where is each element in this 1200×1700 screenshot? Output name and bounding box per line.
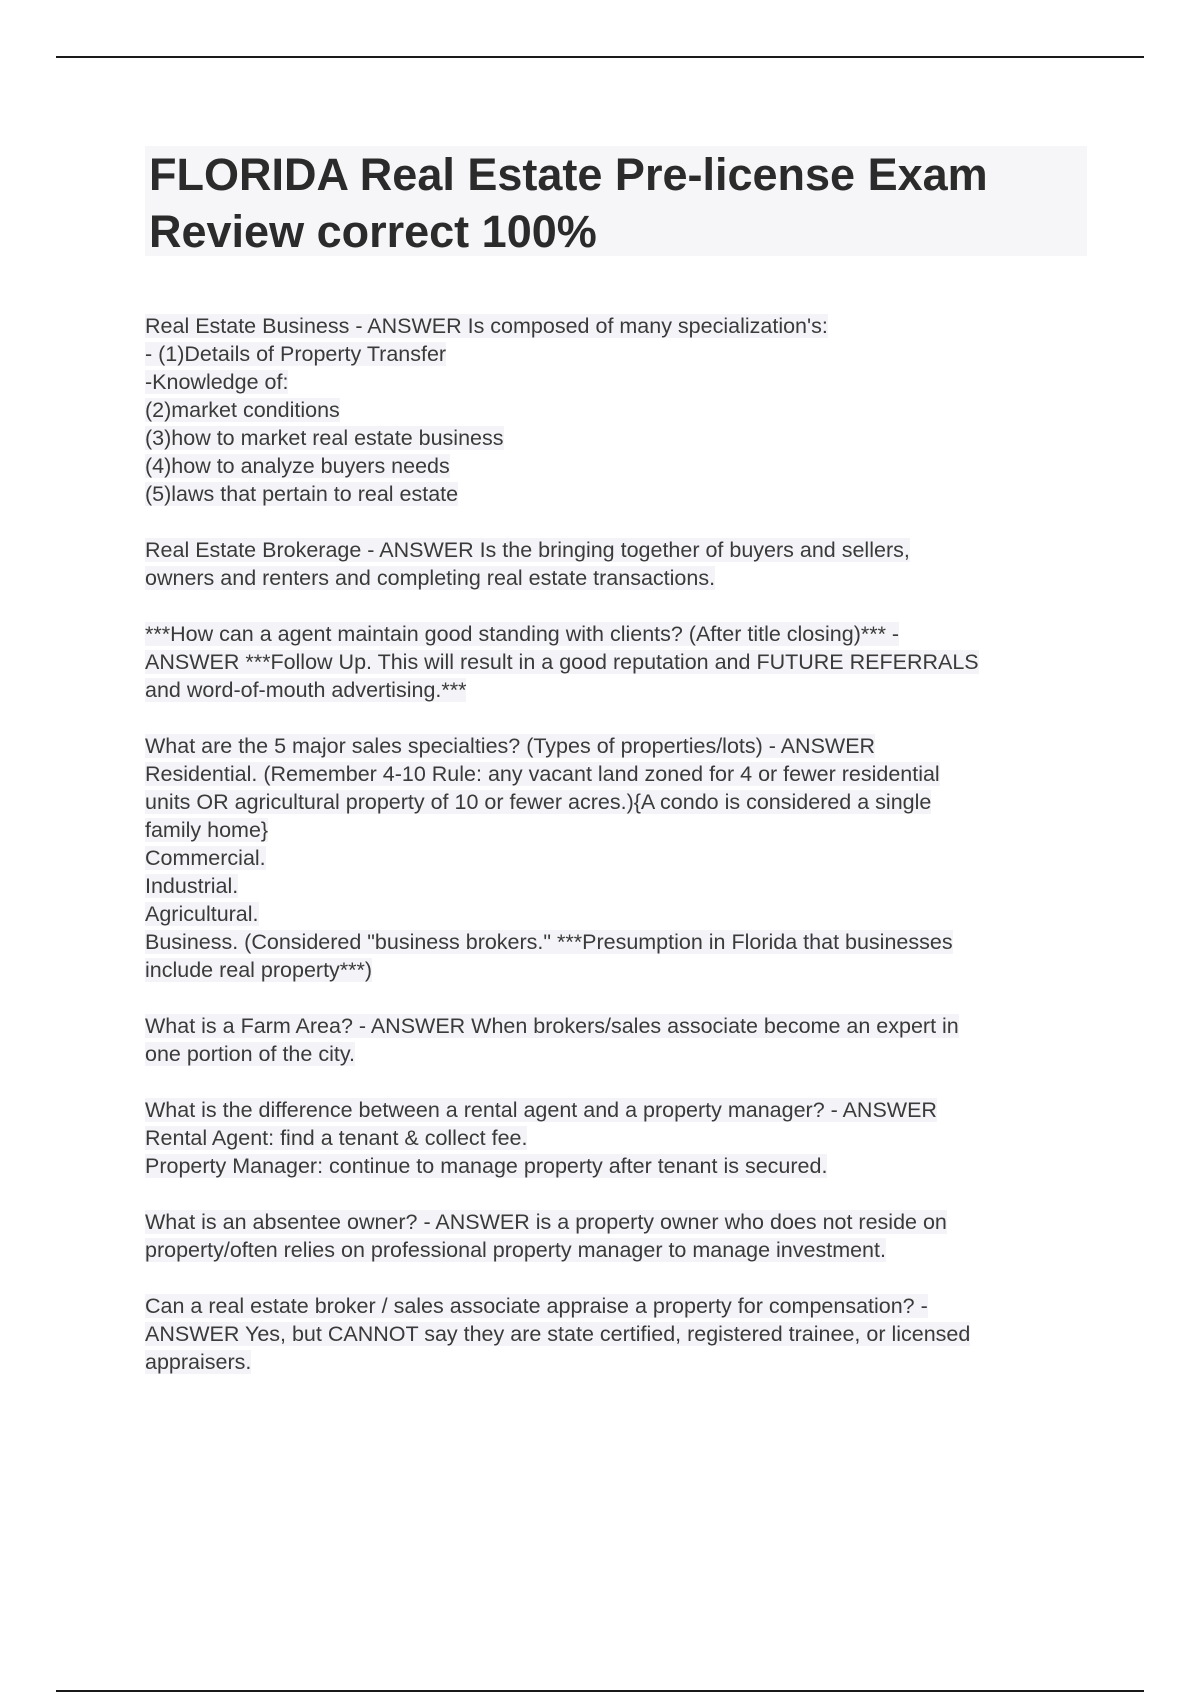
text-line: include real property***) [145, 958, 373, 982]
text-line: Residential. (Remember 4-10 Rule: any vacant land zoned for 4 or fewer residential [145, 762, 940, 786]
text-line: Industrial. [145, 874, 239, 898]
text-line: Real Estate Business - ANSWER Is composed of many specialization's: [145, 314, 828, 338]
text-line: - (1)Details of Property Transfer [145, 342, 447, 366]
title-line: Review correct 100% [149, 206, 597, 257]
text-line: ANSWER ***Follow Up. This will result in a good reputation and FUTURE REFERRALS [145, 650, 979, 674]
text-line: -Knowledge of: [145, 370, 289, 394]
qa-item-appraise-property [145, 1292, 1095, 1376]
text-line: and word-of-mouth advertising.*** [145, 678, 467, 702]
qa-item-good-standing [145, 620, 1095, 704]
text-line: (3)how to market real estate business [145, 426, 504, 450]
text-line: Can a real estate broker / sales associate appraise a property for compensation? - [145, 1294, 928, 1318]
text-line: Real Estate Brokerage - ANSWER Is the bringing together of buyers and sellers, [145, 538, 910, 562]
text-line: owners and renters and completing real estate transactions. [145, 566, 716, 590]
text-line: (2)market conditions [145, 398, 340, 422]
qa-item-real-estate-business [145, 312, 1095, 508]
title-block [145, 146, 1087, 256]
bottom-rule [56, 1690, 1144, 1692]
document-title [149, 146, 1083, 260]
text-line: Property Manager: continue to manage property after tenant is secured. [145, 1154, 828, 1178]
text-line: What is the difference between a rental agent and a property manager? - ANSWER [145, 1098, 937, 1122]
text-line: family home} [145, 818, 269, 842]
qa-item-rental-vs-manager [145, 1096, 1095, 1180]
text-line: What are the 5 major sales specialties? (Types of properties/lots) - ANSWER [145, 734, 876, 758]
text-line: Commercial. [145, 846, 266, 870]
qa-item-absentee-owner [145, 1208, 1095, 1264]
text-line: Rental Agent: find a tenant & collect fee. [145, 1126, 528, 1150]
text-line: Agricultural. [145, 902, 259, 926]
text-line: units OR agricultural property of 10 or fewer acres.){A condo is considered a single [145, 790, 932, 814]
text-line: property/often relies on professional property manager to manage investment. [145, 1238, 886, 1262]
title-line: FLORIDA Real Estate Pre-license Exam [149, 149, 988, 200]
text-line: ANSWER Yes, but CANNOT say they are state certified, registered trainee, or licensed [145, 1322, 971, 1346]
qa-list [145, 312, 1095, 1404]
qa-item-real-estate-brokerage [145, 536, 1095, 592]
text-line: appraisers. [145, 1350, 252, 1374]
text-line: (5)laws that pertain to real estate [145, 482, 459, 506]
text-line: What is an absentee owner? - ANSWER is a property owner who does not reside on [145, 1210, 947, 1234]
qa-item-sales-specialties [145, 732, 1095, 984]
text-line: one portion of the city. [145, 1042, 355, 1066]
text-line: (4)how to analyze buyers needs [145, 454, 450, 478]
text-line: Business. (Considered "business brokers." ***Presumption in Florida that businesses [145, 930, 953, 954]
text-line: What is a Farm Area? - ANSWER When brokers/sales associate become an expert in [145, 1014, 959, 1038]
top-rule [56, 56, 1144, 58]
qa-item-farm-area [145, 1012, 1095, 1068]
text-line: ***How can a agent maintain good standing with clients? (After title closing)*** - [145, 622, 900, 646]
